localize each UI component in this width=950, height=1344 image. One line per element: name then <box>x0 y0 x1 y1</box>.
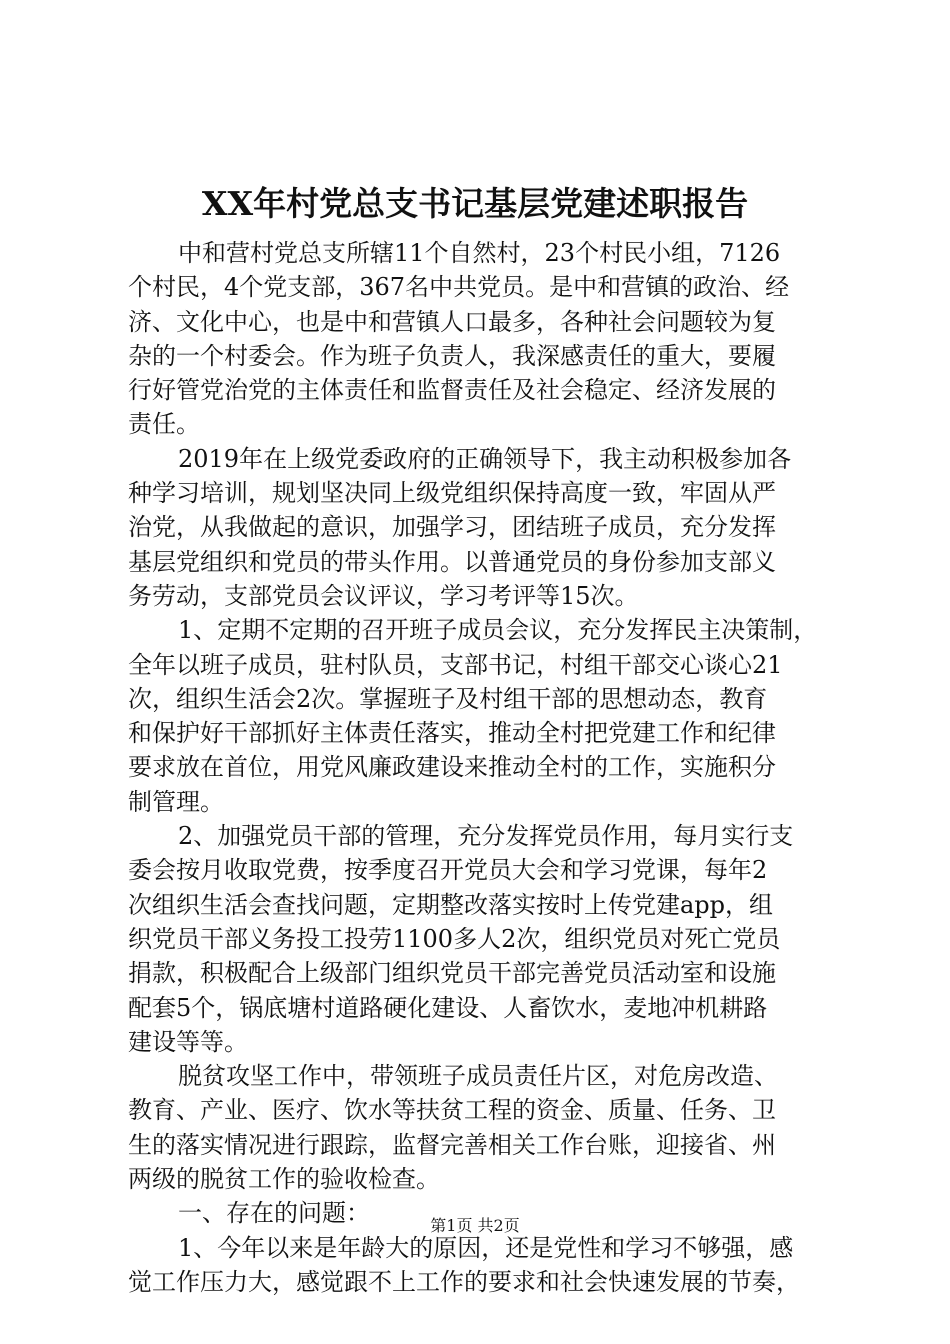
text-line: 配套5个，锅底塘村道路硬化建设、人畜饮水，麦地冲机耕路 <box>128 993 768 1022</box>
text-line: 种学习培训，规划坚决同上级党组织保持高度一致，牢固从严 <box>128 479 776 508</box>
text-line: 生的落实情况进行跟踪，监督完善相关工作台账，迎接省、州 <box>128 1130 776 1159</box>
text-line: 教育、产业、医疗、饮水等扶贫工程的资金、质量、任务、卫 <box>128 1096 776 1125</box>
document-title: XX年村党总支书记基层党建述职报告 <box>201 184 749 223</box>
text-line: 要求放在首位，用党风廉政建设来推动全村的工作，实施积分 <box>128 753 776 782</box>
text-line: 两级的脱贫工作的验收检查。 <box>128 1165 440 1194</box>
document-body <box>128 236 834 1299</box>
text-line: 脱贫攻坚工作中，带领班子成员责任片区，对危房改造、 <box>178 1062 778 1091</box>
text-line: 务劳动，支部党员会议评议，学习考评等15次。 <box>128 581 639 610</box>
text-line: 次，组织生活会2次。掌握班子及村组干部的思想动态，教育 <box>128 684 768 713</box>
text-line: 1、定期不定期的召开班子成员会议，充分发挥民主决策制， <box>178 616 818 645</box>
text-line: 责任。 <box>128 410 200 439</box>
page-footer: 第1页 共2页 <box>430 1216 520 1235</box>
text-line: 制管理。 <box>128 787 224 816</box>
text-line: 基层党组织和党员的带头作用。以普通党员的身份参加支部义 <box>128 547 776 576</box>
text-line: 济、文化中心，也是中和营镇人口最多，各种社会问题较为复 <box>128 307 776 336</box>
text-line: 2、加强党员干部的管理，充分发挥党员作用，每月实行支 <box>178 822 794 851</box>
text-line: 2019年在上级党委政府的正确领导下，我主动积极参加各 <box>178 444 792 473</box>
text-line: 织党员干部义务投工投劳1100多人2次，组织党员对死亡党员 <box>128 924 781 953</box>
text-line: 委会按月收取党费，按季度召开党员大会和学习党课，每年2 <box>128 856 768 885</box>
text-line: 个村民，4个党支部，367名中共党员。是中和营镇的政治、经 <box>128 273 790 302</box>
text-line: 杂的一个村委会。作为班子负责人，我深感责任的重大，要履 <box>128 341 776 370</box>
text-line: 行好管党治党的主体责任和监督责任及社会稳定、经济发展的 <box>128 376 776 405</box>
text-line: 治党，从我做起的意识，加强学习，团结班子成员，充分发挥 <box>128 513 776 542</box>
text-line: 全年以班子成员，驻村队员，支部书记，村组干部交心谈心21 <box>128 650 783 679</box>
text-line: 次组织生活会查找问题，定期整改落实按时上传党建app，组 <box>128 890 774 919</box>
text-line: 捐款，积极配合上级部门组织党员干部完善党员活动室和设施 <box>128 959 776 988</box>
text-line: 1、今年以来是年龄大的原因，还是党性和学习不够强，感 <box>178 1233 794 1262</box>
text-line: 觉工作压力大，感觉跟不上工作的要求和社会快速发展的节奏， <box>128 1267 800 1296</box>
text-line: 建设等等。 <box>128 1027 248 1056</box>
text-line: 和保护好干部抓好主体责任落实，推动全村把党建工作和纪律 <box>128 719 776 748</box>
section-heading: 一、存在的问题： <box>178 1199 370 1228</box>
text-line: 中和营村党总支所辖11个自然村，23个村民小组，7126 <box>178 239 781 267</box>
